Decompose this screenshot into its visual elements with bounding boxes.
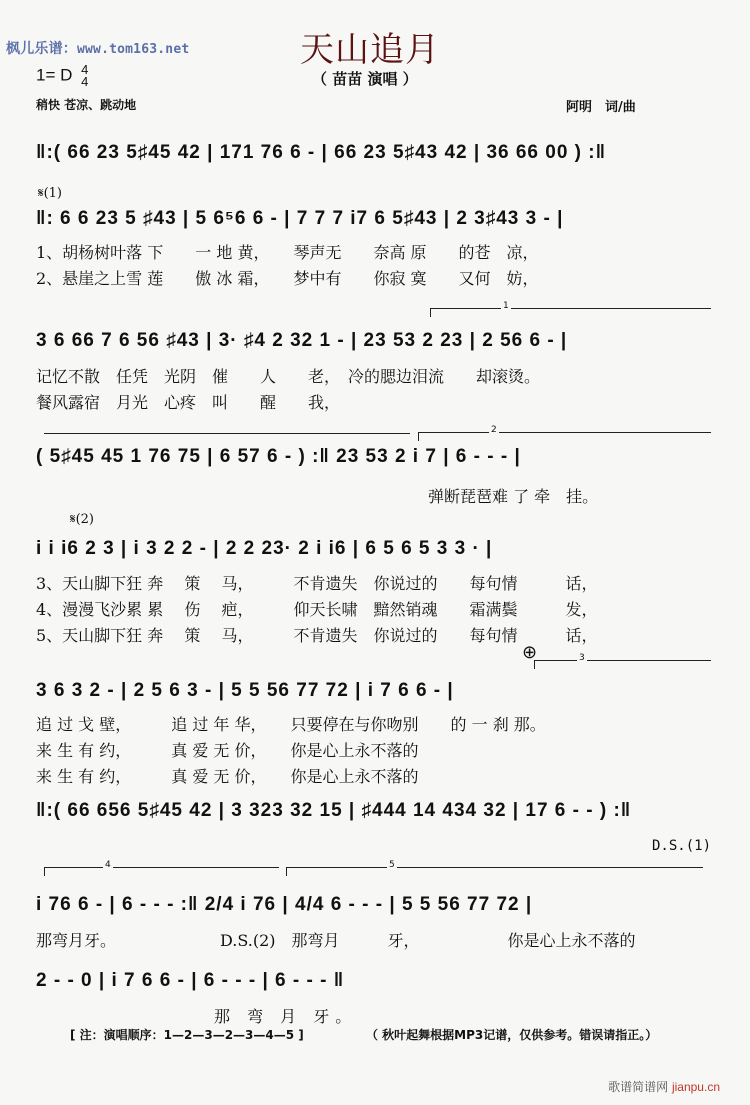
staff-ending-a: i 76 6 - | 6 - - - :‖ 2/4 i 76 | 4/4 6 - - - | 5 5 56 77 72 |: [36, 894, 533, 915]
volta-number: 2: [491, 425, 497, 435]
lyric-interlude: 弹断琵琶难 了 牵 挂。: [428, 487, 599, 506]
lyric-verse-a-2: 2、悬崖之上雪 莲 傲 冰 霜， 梦中有 你寂 寞 又何 妨，: [36, 269, 539, 288]
lyric-ending-b: 那 弯 月 牙。: [214, 1007, 358, 1026]
lyric-chorus-b-2: 来 生 有 约， 真 爱 无 价， 你是心上永不落的: [36, 741, 419, 760]
staff-verse-b: 3 6 66 7 6 56 ♯43 | 3· ♯4 2 32 1 - | 23 53 2 23 | 2 56 6 - |: [36, 330, 568, 351]
segno-1: 𝄋(1): [38, 186, 63, 201]
key-signature: [36, 64, 88, 88]
watermark-url: www.tom163.net: [77, 42, 190, 57]
tempo-marking: 稍快 苍凉、跳动地: [36, 98, 137, 112]
volta-number: 3: [579, 653, 585, 663]
time-signature: [81, 64, 88, 88]
lyric-verse-a-1: 1、胡杨树叶落 下 一 地 黄， 琴声无 奈高 原 的苍 凉，: [36, 243, 539, 262]
time-sig-bottom: 4: [81, 74, 89, 89]
lyric-verse-b-1: 记忆不散 任凭 光阴 催 人 老， 冷的腮边泪流 却滚烫。: [36, 367, 541, 386]
lyric-chorus-b-1: 追 过 戈 壁， 追 过 年 华， 只要停在与你吻别 的 一 刹 那。: [36, 715, 546, 734]
staff-ending-b: 2 - - 0 | i 7 6 6 - | 6 - - - | 6 - - - ‖: [36, 970, 345, 991]
transcriber-note: （ 秋叶起舞根据MP3记谱，仅供参考。错误请指正。）: [366, 1028, 658, 1042]
coda-icon: ⊕: [522, 642, 538, 663]
volta-number: 1: [503, 301, 509, 311]
staff-chorus-b: 3 6 3 2 - | 2 5 6 3 - | 5 5 56 77 72 | i 7 6 6 - |: [36, 680, 454, 701]
volta-bracket-1: [430, 301, 711, 317]
volta-number: 4: [105, 860, 111, 870]
volta-bracket-2: [418, 425, 711, 441]
staff-intro: ‖:( 66 23 5♯45 42 | 171 76 6 - | 66 23 5♯43 42 | 36 66 00 ) :‖: [36, 142, 607, 163]
staff-bridge: ‖:( 66 656 5♯45 42 | 3 323 32 15 | ♯444 14 434 32 | 17 6 - - ) :‖: [36, 800, 632, 821]
performance-order-note: [ 注：演唱顺序：1—2—3—2—3—4—5 ]: [70, 1028, 304, 1042]
lyric-chorus-a-3: 3、天山脚下狂 奔 策 马， 不肯遗失 你说过的 每句情 话，: [36, 574, 598, 593]
key-label: 1= D: [36, 65, 73, 85]
segno-2: 𝄋(2): [70, 512, 95, 527]
staff-verse-a: ‖: 6 6 23 5 ♯43 | 5 6⁵6 6 - | 7 7 7 i7 6 5♯43 | 2 3♯43 3 - |: [36, 208, 564, 229]
site-url: jianpu.cn: [671, 1080, 720, 1094]
song-title: 天山追月: [300, 30, 440, 70]
volta-number: 5: [389, 860, 395, 870]
composer-credit: 阿明 词/曲: [566, 100, 636, 115]
ds-1-marking: D.S.(1): [652, 838, 712, 854]
interlude-line: [44, 433, 410, 434]
singer: （ 苗苗 演唱 ）: [312, 70, 418, 88]
lyric-ending-a: 那弯月牙。 D.S.(2) 那弯月 牙， 你是心上永不落的: [36, 931, 636, 950]
volta-bracket-5: [286, 860, 703, 876]
time-sig-top: 4: [81, 62, 89, 77]
lyric-chorus-b-3: 来 生 有 约， 真 爱 无 价， 你是心上永不落的: [36, 767, 419, 786]
staff-chorus-a: i i i6 2 3 | i 3 2 2 - | 2 2 23· 2 i i6 | 6 5 6 5 3 3 · |: [36, 538, 493, 559]
lyric-chorus-a-4: 4、漫漫飞沙累 累 伤 疤， 仰天长啸 黯然销魂 霜满鬓 发，: [36, 600, 598, 619]
volta-bracket-4: [44, 860, 279, 876]
staff-interlude: ( 5♯45 45 1 76 75 | 6 57 6 - ) :‖ 23 53 2 i 7 | 6 - - - |: [36, 446, 521, 467]
lyric-verse-b-2: 餐风露宿 月光 心疼 叫 醒 我，: [36, 393, 341, 412]
site-watermark: [608, 1078, 720, 1095]
lyric-chorus-a-5: 5、天山脚下狂 奔 策 马， 不肯遗失 你说过的 每句情 话，: [36, 626, 598, 645]
watermark: [6, 38, 189, 58]
site-name: 歌谱简谱网: [608, 1080, 669, 1094]
watermark-label: 枫儿乐谱：: [6, 41, 77, 57]
volta-bracket-3: [534, 653, 711, 669]
